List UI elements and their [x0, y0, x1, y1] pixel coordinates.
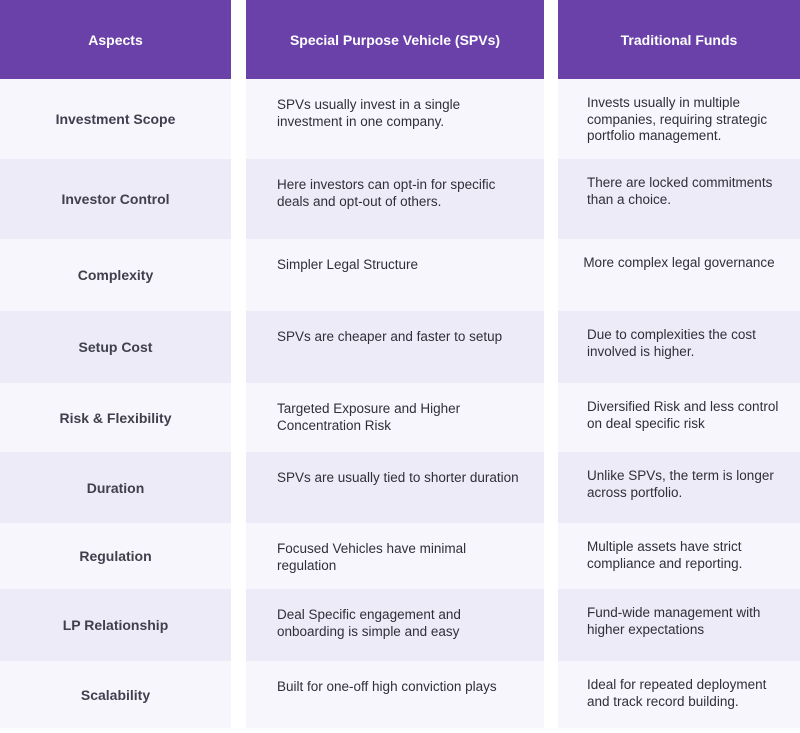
- spv-cell: Simpler Legal Structure: [246, 239, 544, 311]
- aspect-cell: Duration: [0, 452, 231, 523]
- fund-cell: Fund-wide management with higher expectations: [558, 589, 800, 661]
- fund-cell: Due to complexities the cost involved is higher.: [558, 311, 800, 383]
- spv-cell: Deal Specific engagement and onboarding is simple and easy: [246, 589, 544, 661]
- header-spv: Special Purpose Vehicle (SPVs): [246, 0, 544, 79]
- spv-cell: Focused Vehicles have minimal regulation: [246, 523, 544, 589]
- aspect-cell: Regulation: [0, 523, 231, 589]
- aspect-cell: Scalability: [0, 661, 231, 728]
- fund-cell: More complex legal governance: [558, 239, 800, 311]
- aspect-cell: Setup Cost: [0, 311, 231, 383]
- aspect-cell: Complexity: [0, 239, 231, 311]
- spv-cell: SPVs are usually tied to shorter duration: [246, 452, 544, 523]
- spv-cell: Here investors can opt-in for specific deals and opt-out of others.: [246, 159, 544, 239]
- header-traditional-funds: Traditional Funds: [558, 0, 800, 79]
- fund-cell: Multiple assets have strict compliance and reporting.: [558, 523, 800, 589]
- aspect-cell: Investor Control: [0, 159, 231, 239]
- fund-cell: Diversified Risk and less control on deal specific risk: [558, 383, 800, 452]
- fund-cell: Ideal for repeated deployment and track record building.: [558, 661, 800, 728]
- aspect-cell: Investment Scope: [0, 79, 231, 159]
- spv-cell: SPVs usually invest in a single investment in one company.: [246, 79, 544, 159]
- spv-cell: Built for one-off high conviction plays: [246, 661, 544, 728]
- spv-cell: SPVs are cheaper and faster to setup: [246, 311, 544, 383]
- spv-cell: Targeted Exposure and Higher Concentration Risk: [246, 383, 544, 452]
- header-aspects: Aspects: [0, 0, 231, 79]
- fund-cell: Invests usually in multiple companies, requiring strategic portfolio management.: [558, 79, 800, 159]
- aspect-cell: Risk & Flexibility: [0, 383, 231, 452]
- aspect-cell: LP Relationship: [0, 589, 231, 661]
- fund-cell: Unlike SPVs, the term is longer across portfolio.: [558, 452, 800, 523]
- fund-cell: There are locked commitments than a choice.: [558, 159, 800, 239]
